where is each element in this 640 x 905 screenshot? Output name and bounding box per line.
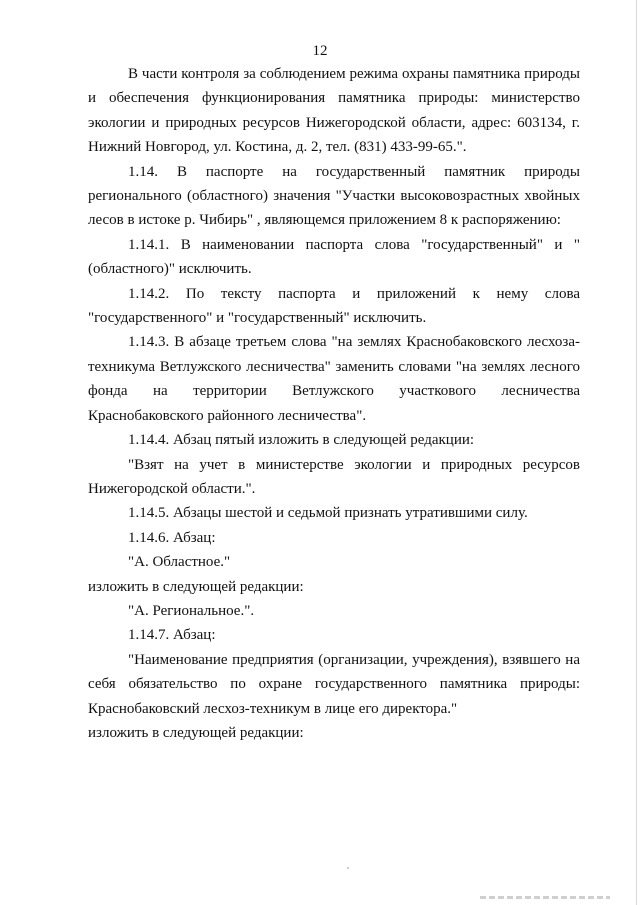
page-edge-line — [636, 0, 637, 905]
page-number: 12 — [312, 43, 328, 59]
paragraph-1-14-5: 1.14.5. Абзацы шестой и седьмой признать утратившими силу. — [128, 505, 528, 522]
paragraph-1-14-1: 1.14.1. В наименовании паспорта слова "государственный" и "(областного)" исключить. — [88, 236, 580, 278]
paragraph-quote-regional-new: "А. Региональное.". — [128, 602, 255, 619]
paragraph-1-14-6: 1.14.6. Абзац: — [128, 529, 216, 546]
paragraph-quote-enterprise: "Наименование предприятия (организации, учреждения), взявшего на себя обязательство по охране государственного памятника природы: Краснобаковский лесхоз-техникум в лице его директора." — [88, 651, 580, 717]
paragraph-1-14-7: 1.14.7. Абзац: — [128, 627, 216, 644]
paragraph-1-14-2: 1.14.2. По тексту паспорта и приложений к нему слова "государственного" и "государственный" исключить. — [88, 285, 580, 327]
document-body — [88, 62, 580, 745]
paragraph-set-out-2: изложить в следующей редакции: — [88, 724, 304, 741]
scan-speck — [347, 867, 349, 869]
paragraph-set-out-1: изложить в следующей редакции: — [88, 578, 304, 595]
paragraph-1-14: 1.14. В паспорте на государственный памятник природы регионального (областного) значения "Участки высоковозрастных хвойных лесов в истоке р. Чибирь" , являющемся приложением 8 к распоряжению: — [88, 163, 580, 229]
paragraph-1-14-3: 1.14.3. В абзаце третьем слова "на землях Краснобаковского лесхоза-техникума Ветлужского лесничества" заменить словами "на землях лесного фонда на территории Ветлужского участкового лесничества Краснобаковского районного лесничества". — [88, 334, 580, 424]
paragraph-control-authority: В части контроля за соблюдением режима охраны памятника природы и обеспечения функционирования памятника природы: министерство экологии и природных ресурсов Нижегородской области, адрес: 603134, г. Нижний Новгород, ул. Костина, д. 2, тел. (831) 433-99-65.". — [88, 66, 580, 156]
scan-bottom-marks — [480, 896, 610, 899]
paragraph-quote-registered: "Взят на учет в министерстве экологии и природных ресурсов Нижегородской области.". — [88, 456, 580, 497]
paragraph-quote-regional-old: "А. Областное." — [128, 554, 231, 571]
paragraph-1-14-4: 1.14.4. Абзац пятый изложить в следующей редакции: — [128, 432, 475, 449]
